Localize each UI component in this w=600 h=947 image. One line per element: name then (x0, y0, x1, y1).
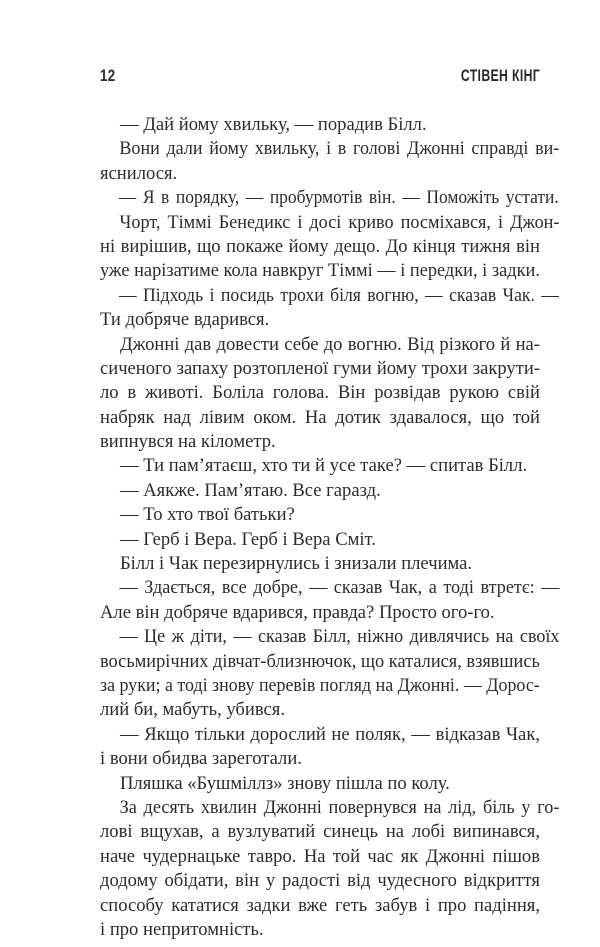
text-line: За десять хвилин Джонні повернувся на лід, біль у го- (119, 796, 560, 818)
text-body (100, 113, 560, 942)
text-line: сиченого запаху розтопленої гуми йому трохи закрути- (100, 357, 540, 379)
text-line: восьмирічних дівчат-близнючок, що каталися, взявшись (100, 650, 540, 672)
text-line: уже нарізатиме кола навкруг Тіммі — і передки, і задки. (100, 260, 540, 282)
text-line: Білл і Чак перезирнулись і знизали плечима. (120, 553, 473, 575)
text-line: Ти добряче вдарився. (100, 309, 270, 331)
text-line: яснилося. (100, 162, 178, 184)
text-line: — Я в порядку, — пробурмотів він. — Поможіть устати. (118, 187, 559, 209)
page-number: 12 (100, 66, 116, 85)
text-line: — Аякже. Пам’ятаю. Все гаразд. (120, 479, 381, 501)
text-line: — Якщо тільки дорослий не поляк, — відказав Чак, (120, 723, 540, 745)
text-line: — Це ж діти, — сказав Білл, ніжно дивлячись на своїх (119, 626, 560, 648)
text-line: лий би, мабуть, убився. (100, 699, 285, 721)
text-line: Чорт, Тіммі Бенедикс і досі криво посміхався, і Джон- (119, 211, 560, 233)
text-line: — Ти пам’ятаєш, хто ти й усе таке? — спитав Білл. (120, 455, 528, 477)
text-line: набряк над лівим оком. На дотик здавалося, що той (100, 406, 540, 428)
text-line: і вони обидва зареготали. (100, 748, 302, 770)
text-line: Джонні дав довести себе до вогню. Від різкого й на- (120, 333, 540, 355)
text-line: — Здається, все добре, — сказав Чак, а тоді втретє: — (119, 577, 560, 599)
text-line: способу кататися задки вже геть забув і про падіння, (100, 894, 540, 916)
text-line: Пляшка «Бушміллз» знову пішла по колу. (120, 772, 450, 794)
text-line: за руки; а тоді знову перевів погляд на Джонні. — Дорос- (100, 674, 540, 696)
text-line: — То хто твої батьки? (120, 504, 295, 526)
text-line: додому обідати, він у радості від чудесного відкриття (100, 870, 540, 892)
text-line: — Дай йому хвильку, — порадив Білл. (120, 114, 427, 135)
text-line: — Підходь і посидь трохи біля вогню, — сказав Чак. — (118, 284, 559, 306)
text-line: — Герб і Вера. Герб і Вера Сміт. (120, 528, 376, 550)
text-line: ні вирішив, що покаже йому дещо. До кінця тижня він (100, 235, 540, 257)
text-line: і про непритомність. (100, 918, 264, 940)
text-line: випнувся на кілометр. (100, 431, 276, 453)
text-line: наче чудернацьке тавро. На той час як Джонні пішов (100, 845, 540, 867)
page-header (100, 66, 540, 90)
text-line: лові вщухав, а вузлуватий синець на лобі випинався, (100, 821, 540, 843)
text-line: Вони дали йому хвильку, і в голові Джонні справді ви- (119, 138, 560, 160)
running-title: СТІВЕН КІНГ (460, 66, 540, 85)
text-line: Але він добряче вдарився, правда? Просто ого-го. (100, 601, 495, 623)
text-line: ло в животі. Боліла голова. Він розвідав рукою свій (100, 382, 540, 404)
